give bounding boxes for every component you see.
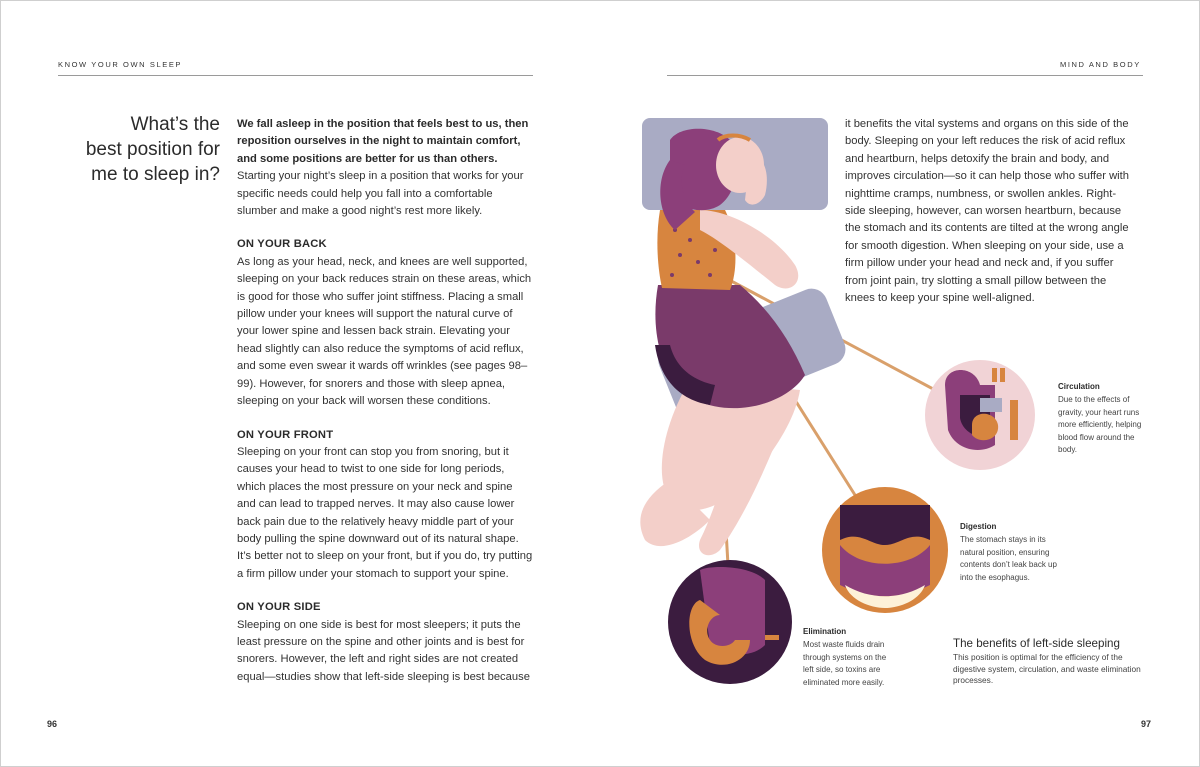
right-running-head: MIND AND BODY (1060, 60, 1141, 69)
benefits-text: This position is optimal for the efficiency of the digestive system, circulation, and waste elimination processes. (953, 652, 1141, 685)
intro-text: Starting your night’s sleep in a position that works for your specific needs could help you fall into a comfortable slumber and make a good night’s rest more likely. (237, 170, 524, 218)
circulation-callout (1058, 381, 1150, 456)
elimination-text: Most waste fluids drain through systems on the left side, so toxins are eliminated more easily. (803, 640, 887, 687)
right-page-number: 97 (1141, 719, 1152, 729)
continued-text: it benefits the vital systems and organs on this side of the body. Sleeping on your left reduces the risk of acid reflux and heartburn, helps detoxify the brain and body, and improves circulation—so it can help those who suffer with nighttime cramps, numbness, or swollen ankles. Right-side sleeping, however, can worsen heartburn, because the stomach and its contents are tilted at the wrong angle for smooth digestion. When sleeping on your side, use a firm pillow under your head and neck and, if you suffer from joint pain, try slotting a small pillow between the knees to keep your spine well-aligned. (845, 118, 1129, 305)
heading-on-your-front: ON YOUR FRONT (237, 428, 334, 441)
body-on-your-back: As long as your head, neck, and knees are well supported, sleeping on your back reduces strain on these areas, which is good for those who suffer joint stiffness. Placing a small pillow under your knees will support the natural curve of your lower spine and lessen back strain. Elevating your head slightly can also reduce the symptoms of acid reflux, and some even swear it wards off wrinkles (see pages 98–99). However, for snorers and those with sleep apnea, sleeping on your back will worsen these conditions. (237, 255, 532, 408)
circulation-title: Circulation (1058, 382, 1100, 391)
body-on-your-front: Sleeping on your front can stop you from snoring, but it causes your head to twist to one side for long periods, which places the most pressure on your neck and spine and can lead to trapped nerves. It may also cause lower back pain due to the relatively heavy middle part of your body pulling the spine downward out of its natural shape. It’s better not to sleep on your front, but if you do, try putting a firm pillow under your stomach to support your spine. (237, 445, 533, 580)
body-on-your-side: Sleeping on one side is best for most sleepers; it puts the least pressure on the spine and other joints and is best for snorers. However, the left and right sides are not created equal—studies show that left-side sleeping is best because (237, 618, 530, 683)
left-running-head: KNOW YOUR OWN SLEEP (58, 60, 183, 69)
heading-on-your-back: ON YOUR BACK (237, 238, 327, 251)
circulation-text: Due to the effects of gravity, your heart runs more efficiently, helping blood flow around the body. (1058, 395, 1142, 455)
intro-bold: We fall asleep in the position that feels best to us, then reposition ourselves in the night to maintain comfort, and some positions are better for us than others. (237, 118, 529, 165)
elimination-callout (803, 626, 895, 689)
left-page-number: 96 (47, 719, 58, 729)
heading-on-your-side: ON YOUR SIDE (237, 601, 321, 614)
left-header-rule (58, 75, 533, 76)
elimination-title: Elimination (803, 627, 847, 636)
right-header-rule (667, 75, 1143, 76)
circulation-circle (925, 360, 1035, 470)
digestion-callout (960, 521, 1060, 584)
digestion-title: Digestion (960, 522, 997, 531)
digestion-text: The stomach stays in its natural position, ensuring contents don’t leak back up into the esophagus. (960, 535, 1057, 582)
left-body-column (237, 116, 533, 686)
elimination-circle (668, 560, 792, 684)
benefits-title: The benefits of left-side sleeping (953, 637, 1120, 650)
page-title: What’s the best position for me to sleep in? (85, 114, 220, 185)
benefits-caption (953, 636, 1153, 687)
digestion-circle (822, 487, 948, 613)
